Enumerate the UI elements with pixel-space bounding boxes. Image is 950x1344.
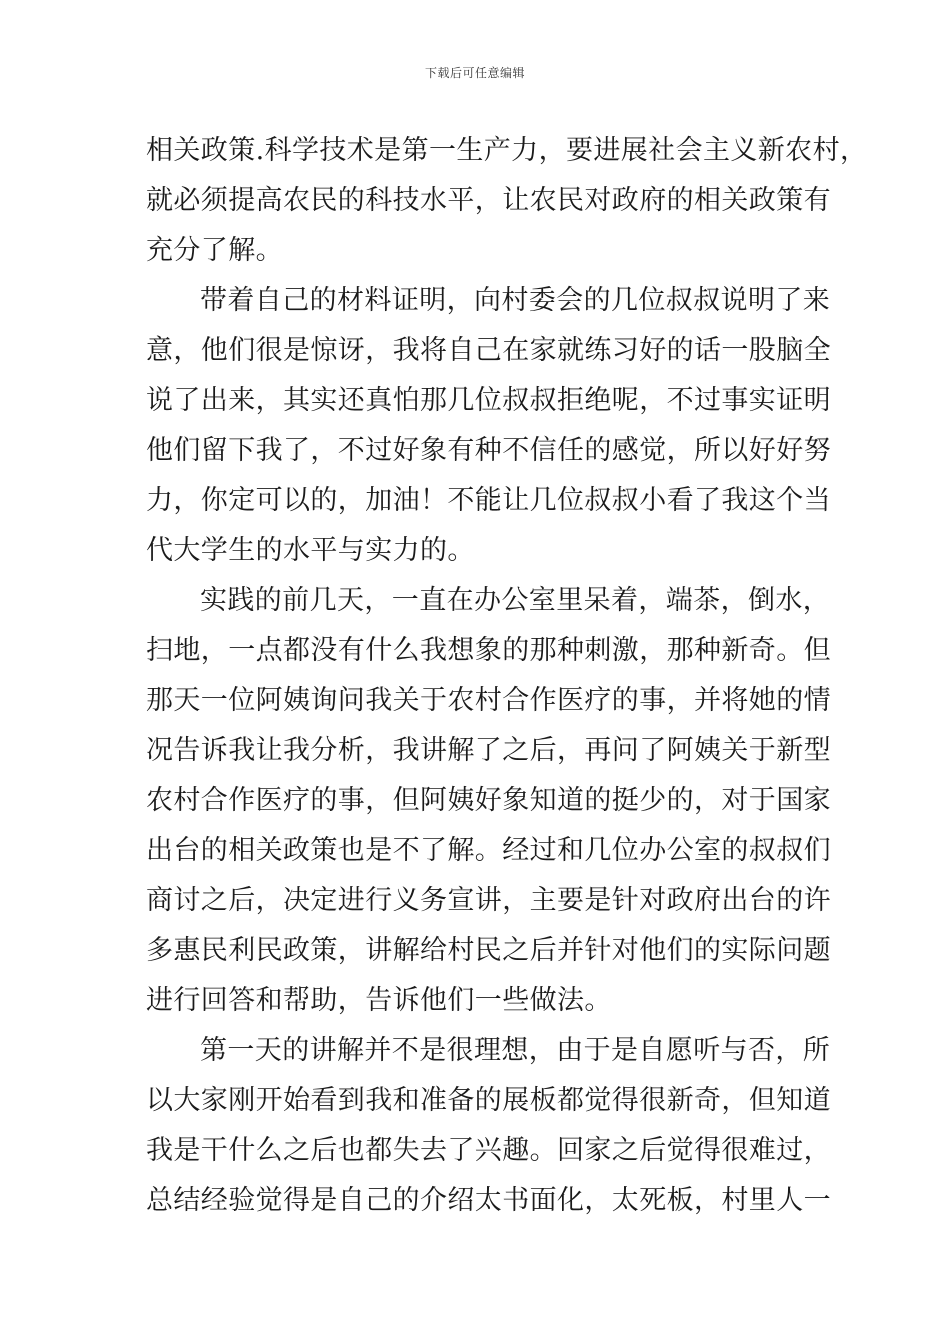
text-line: 我是干什么之后也都失去了兴趣。回家之后觉得很难过， — [146, 1135, 831, 1166]
text-line: 以大家刚开始看到我和准备的展板都觉得很新奇，但知道 — [146, 1085, 831, 1116]
text-line: 多惠民利民政策，讲解给村民之后并针对他们的实际问题 — [146, 935, 831, 966]
page-header: 下载后可任意编辑 — [424, 66, 525, 80]
text-line: 力，你定可以的，加油！不能让几位叔叔小看了我这个当 — [146, 485, 831, 516]
text-line: 出台的相关政策也是不了解。经过和几位办公室的叔叔们 — [146, 835, 831, 866]
paragraph-first-line: 带着自己的材料证明，向村委会的几位叔叔说明了来 — [200, 285, 831, 316]
text-line: 充分了解。 — [146, 235, 283, 266]
text-line: 相关政策.科学技术是第一生产力，要进展社会主义新农村， — [146, 135, 868, 166]
text-line: 说了出来，其实还真怕那几位叔叔拒绝呢，不过事实证明 — [146, 385, 831, 416]
document-body — [146, 126, 868, 1226]
text-line: 代大学生的水平与实力的。 — [146, 535, 475, 566]
text-line: 农村合作医疗的事，但阿姨好象知道的挺少的，对于国家 — [146, 785, 831, 816]
text-line: 进行回答和帮助，告诉他们一些做法。 — [146, 985, 612, 1016]
paragraph-first-line: 实践的前几天，一直在办公室里呆着，端茶，倒水， — [200, 585, 831, 616]
paragraph-first-line: 第一天的讲解并不是很理想，由于是自愿听与否，所 — [200, 1035, 831, 1066]
text-line: 就必须提高农民的科技水平，让农民对政府的相关政策有 — [146, 185, 831, 216]
text-line: 那天一位阿姨询问我关于农村合作医疗的事，并将她的情 — [146, 685, 831, 716]
text-line: 况告诉我让我分析，我讲解了之后，再问了阿姨关于新型 — [146, 735, 831, 766]
text-line: 商讨之后，决定进行义务宣讲，主要是针对政府出台的许 — [146, 885, 831, 916]
text-line: 他们留下我了，不过好象有种不信任的感觉，所以好好努 — [146, 435, 831, 466]
text-line: 意，他们很是惊讶，我将自己在家就练习好的话一股脑全 — [146, 335, 831, 366]
text-line: 扫地，一点都没有什么我想象的那种刺激，那种新奇。但 — [146, 635, 831, 666]
text-line: 总结经验觉得是自己的介绍太书面化，太死板，村里人一 — [146, 1185, 831, 1216]
